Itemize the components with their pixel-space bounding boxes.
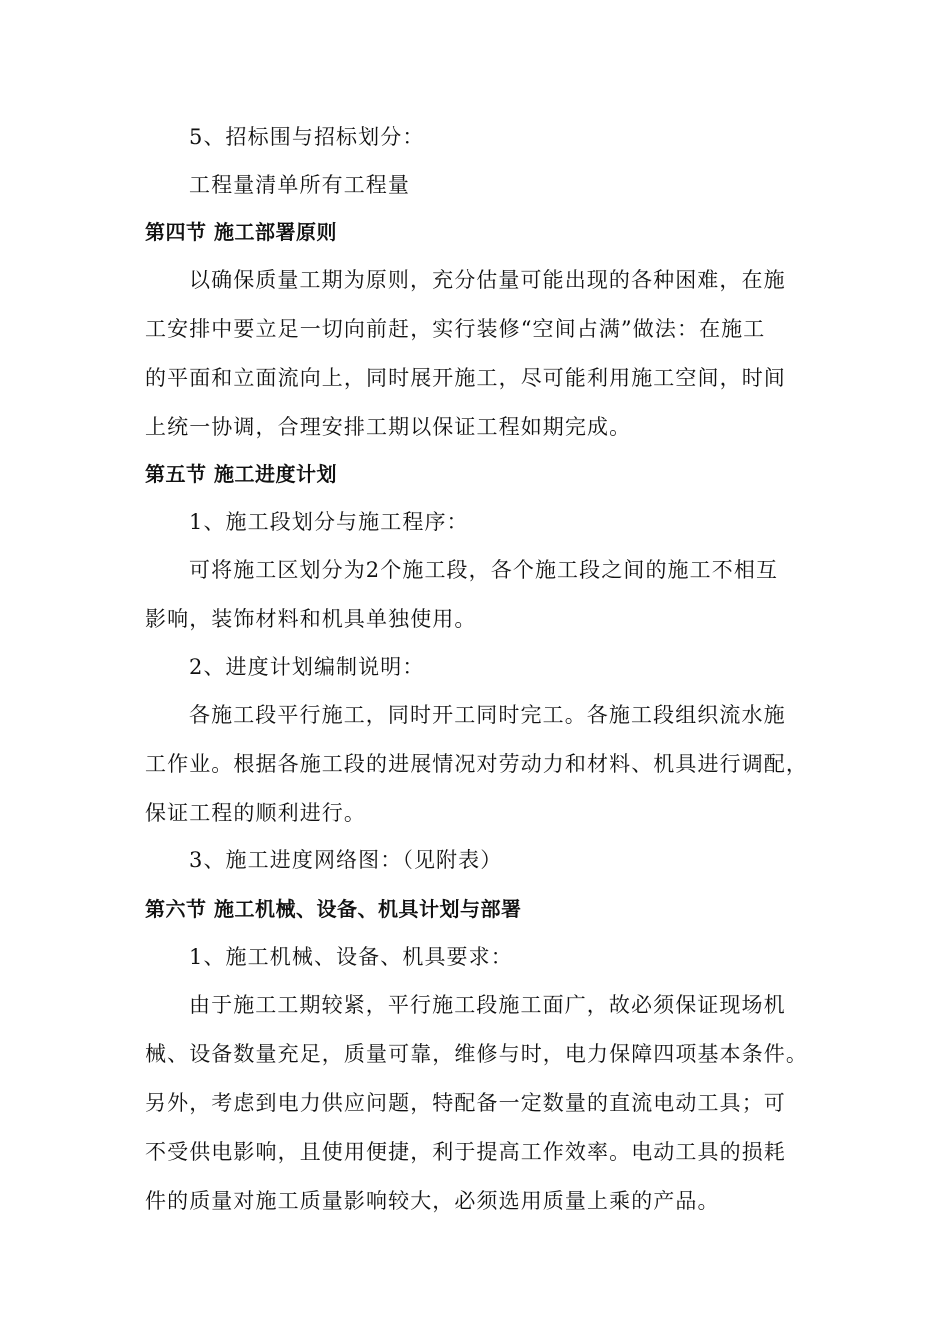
item-5-text: 工程量清单所有工程量 [189,173,410,197]
section-6-item-1-title: 1、施工机械、设备、机具要求： [189,945,513,969]
section-4-paragraph [145,256,815,452]
section-5-heading: 第五节 施工进度计划 [145,462,337,486]
paragraph-line: 另外，考虑到电力供应问题，特配备一定数量的直流电动工具；可 [145,1091,786,1115]
paragraph-line: 件的质量对施工质量影响较大，必须选用质量上乘的产品。 [145,1189,720,1213]
section-5-item-1-paragraph [145,546,815,644]
section-6-item-1-paragraph [145,981,815,1226]
section-5-item-1-title: 1、施工段划分与施工程序： [189,510,469,534]
section-6-heading: 第六节 施工机械、设备、机具计划与部署 [145,897,522,921]
paragraph-line: 各施工段平行施工，同时开工同时完工。各施工段组织流水施 [189,703,786,727]
section-5-item-3-title: 3、施工进度网络图：（见附表） [189,848,503,872]
section-5-item-2-paragraph [145,691,815,838]
paragraph-line: 上统一协调，合理安排工期以保证工程如期完成。 [145,415,632,439]
item-5-title: 5、招标围与招标划分： [189,125,425,149]
paragraph-line: 工作业。根据各施工段的进展情况对劳动力和材料、机具进行调配， [145,752,808,776]
paragraph-line: 的平面和立面流向上，同时展开施工，尽可能利用施工空间，时间 [145,366,786,390]
paragraph-line: 以确保质量工期为原则，充分估量可能出现的各种困难，在施 [189,268,786,292]
paragraph-line: 械、设备数量充足，质量可靠，维修与时，电力保障四项基本条件。 [145,1042,808,1066]
paragraph-line: 可将施工区划分为2个施工段，各个施工段之间的施工不相互 [189,558,779,582]
section-5-item-2-title: 2、进度计划编制说明： [189,655,425,679]
paragraph-line: 影响，装饰材料和机具单独使用。 [145,607,477,631]
paragraph-line: 工安排中要立足一切向前赶，实行装修“空间占满”做法：在施工 [145,317,766,341]
paragraph-line: 保证工程的顺利进行。 [145,801,366,825]
section-4-heading: 第四节 施工部署原则 [145,220,337,244]
paragraph-line: 不受供电影响，且使用便捷，利于提高工作效率。电动工具的损耗 [145,1140,786,1164]
paragraph-line: 由于施工工期较紧，平行施工段施工面广，故必须保证现场机 [189,993,786,1017]
